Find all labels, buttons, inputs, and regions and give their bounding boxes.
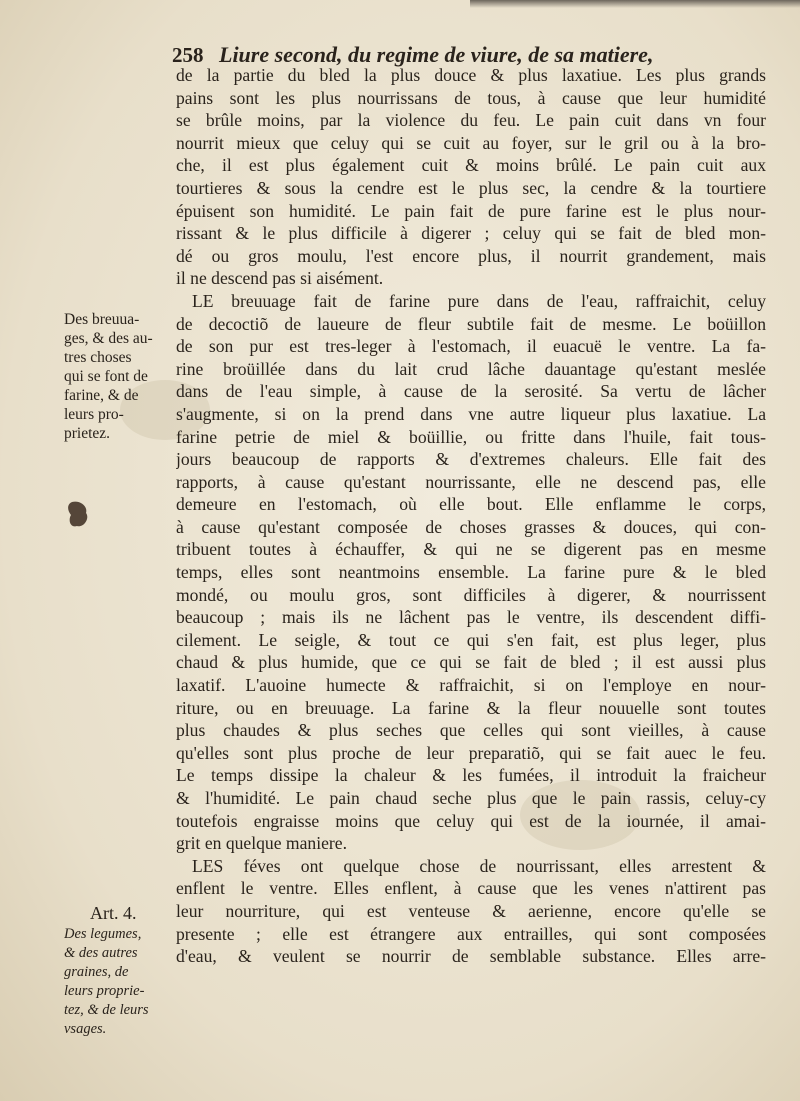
margin-note-line: farine, & de	[64, 387, 139, 404]
margin-note-line: Des breuua-	[64, 311, 140, 328]
paragraph-start-line: LES féves ont quelque chose de nourrissant, elles arrestent &	[192, 855, 766, 876]
article-caption-line: Des legumes,	[64, 926, 142, 942]
text-line: leur nourriture, qui est venteuse & aerienne, encore qu'elle se	[176, 900, 766, 921]
article-label: Art. 4.	[90, 903, 137, 923]
text-line: pains sont les plus nourrissans de tous, à cause que leur humidité	[176, 87, 766, 108]
article-caption-line: graines, de	[64, 964, 129, 980]
margin-note-line: leurs pro-	[64, 406, 124, 423]
text-line: de la partie du bled la plus douce & plus laxatiue. Les plus grands	[176, 65, 766, 85]
text-line: farine petrie de miel & boüillie, ou fritte dans l'huile, fait tous-	[176, 426, 766, 447]
text-line: che, il est plus également cuit & moins brûlé. Le pain cuit aux	[176, 155, 766, 176]
text-line: rissant & le plus difficile à digerer ; celuy qui se fait de bled mon-	[176, 223, 766, 244]
margin-note-line: prietez.	[64, 425, 111, 442]
body-text	[176, 64, 766, 968]
text-line: grit en quelque maniere.	[176, 833, 347, 854]
paragraph-start-line: LE breuuage fait de farine pure dans de l'eau, raffraichit, celuy	[192, 290, 766, 311]
text-line: épuisent son humidité. Le pain fait de pure farine est le plus nour-	[176, 200, 766, 221]
text-line: cilement. Le seigle, & tout ce qui s'en fait, est plus leger, plus	[176, 629, 766, 650]
text-line: tourtieres & sous la cendre est le plus sec, la cendre & la tourtiere	[176, 177, 766, 198]
text-line: rapports, à cause qu'estant nourrissante, elle ne descend pas, elle	[176, 471, 766, 492]
article-caption-line: & des autres	[64, 945, 138, 961]
text-line: laxatif. L'auoine humecte & raffraichit, si on l'employe en nour-	[176, 675, 766, 696]
page-number: 258	[172, 43, 204, 67]
article-caption	[64, 925, 176, 1039]
article-sidenote	[64, 904, 176, 1039]
text-line: rine broüillée dans du lait crud lâche dauantage qu'estant meslée	[176, 358, 766, 379]
article-caption-line: tez, & de leurs	[64, 1002, 149, 1018]
text-line: plus chaudes & plus seches que celles qui sont vieilles, à cause	[176, 720, 766, 741]
text-line: & l'humidité. Le pain chaud seche plus que le pain rassis, celuy-cy	[176, 788, 766, 808]
text-line: toutefois engraisse moins que celuy qui est de la iournée, il amai-	[176, 810, 766, 831]
text-line: chaud & plus humide, que ce qui se fait de bled ; il est aussi plus	[176, 652, 766, 673]
text-line: qu'elles sont plus proche de leur preparatiõ, qui se fait auec le feu.	[176, 742, 766, 763]
text-line: riture, ou en breuuage. La farine & la fleur nouuelle sont toutes	[176, 697, 766, 718]
margin-note-line: tres choses	[64, 349, 132, 366]
text-line: enflent le ventre. Elles enflent, à cause que les venes n'attirent pas	[176, 878, 766, 899]
text-line: de son pur est tres-leger à l'estomach, il euacuë le ventre. La fa-	[176, 336, 766, 357]
margin-note	[64, 310, 176, 443]
text-line: nourrit mieux que celuy qui se cuit au foyer, sur le gril ou à la bro-	[176, 132, 766, 153]
text-line: Le temps dissipe la chaleur & les fumées, il introduit la fraicheur	[176, 765, 766, 786]
article-caption-line: leurs proprie-	[64, 983, 145, 999]
page-edge-shadow	[470, 0, 800, 8]
text-line: presente ; elle est étrangere aux entrailles, qui sont composées	[176, 923, 766, 944]
text-line: à cause qu'estant composée de choses grasses & douces, qui con-	[176, 516, 766, 537]
text-line: demeure en l'estomach, où elle bout. Elle enflamme le corps,	[176, 494, 766, 515]
text-line: jours beaucoup de rapports & d'extremes chaleurs. Elle fait des	[176, 449, 766, 470]
margin-note-line: ges, & des au-	[64, 330, 153, 347]
ink-blot	[66, 500, 92, 530]
text-line: tribuent toutes à échauffer, & qui ne se digerent pas en mesme	[176, 539, 766, 560]
text-line: beaucoup ; mais ils ne lâchent pas le ventre, ils descendent diffi-	[176, 607, 766, 628]
text-line: d'eau, & veulent se nourrir de semblable substance. Elles arre-	[176, 946, 766, 967]
text-line: mondé, ou moulu gros, sont difficiles à digerer, & nourrissent	[176, 584, 766, 605]
text-line: se brûle moins, par la violence du feu. Le pain cuit dans vn four	[176, 110, 766, 131]
text-line: temps, elles sont neantmoins ensemble. La farine pure & le bled	[176, 562, 766, 583]
text-line: dans de l'eau simple, à cause de la serosité. Sa vertu de lâcher	[176, 381, 766, 402]
margin-note-line: qui se font de	[64, 368, 148, 385]
text-line: dé ou gros moulu, l'est encore plus, il nourrit grandement, mais	[176, 245, 766, 266]
text-line: de decoctiõ de laueure de fleur subtile fait de mesme. Le boüillon	[176, 313, 766, 334]
text-line: il ne descend pas si aisément.	[176, 268, 384, 289]
text-line: s'augmente, si on la prend dans vne autre liqueur plus laxatiue. La	[176, 403, 766, 424]
running-title: Liure second, du regime de viure, de sa matiere,	[219, 42, 654, 67]
article-caption-line: vsages.	[64, 1021, 107, 1037]
